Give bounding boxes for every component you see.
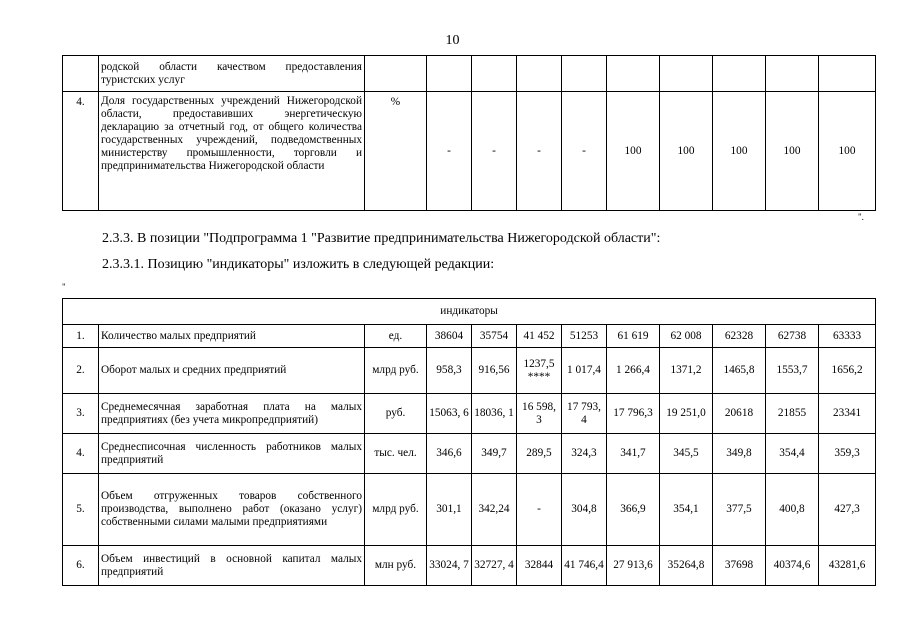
row-number: 6. bbox=[63, 546, 99, 586]
indicator-cell: родской области качеством предоставления туристских услуг bbox=[99, 56, 365, 92]
value-cell: 38604 bbox=[427, 325, 472, 348]
value-cell: 1656,2 bbox=[819, 348, 876, 394]
value-cell: 354,4 bbox=[766, 434, 819, 474]
value-cell: 41 746,4 bbox=[562, 546, 607, 586]
table-row bbox=[63, 56, 876, 92]
value-cell: 958,3 bbox=[427, 348, 472, 394]
unit-cell: тыс. чел. bbox=[365, 434, 427, 474]
value-cell: 19 251,0 bbox=[660, 394, 713, 434]
value-cell: 1465,8 bbox=[713, 348, 766, 394]
value-cell: 40374,6 bbox=[766, 546, 819, 586]
indicator-cell: Объем инвестиций в основной капитал малых предприятий bbox=[99, 546, 365, 586]
unit-cell: млрд руб. bbox=[365, 348, 427, 394]
table-row bbox=[63, 325, 876, 348]
value-cell: 20618 bbox=[713, 394, 766, 434]
value-cell: 62 008 bbox=[660, 325, 713, 348]
value-cell: - bbox=[517, 474, 562, 546]
value-cell: 400,8 bbox=[766, 474, 819, 546]
value-cell: 1553,7 bbox=[766, 348, 819, 394]
value-cell: 427,3 bbox=[819, 474, 876, 546]
value-cell: 15063, 6 bbox=[427, 394, 472, 434]
value-cell: 100 bbox=[607, 92, 660, 211]
opening-quote: " bbox=[62, 282, 66, 292]
value-cell: 289,5 bbox=[517, 434, 562, 474]
row-number: 3. bbox=[63, 394, 99, 434]
table-row bbox=[63, 546, 876, 586]
indicator-cell: Доля государственных учреждений Нижегородской области, предоставивших энергетическую декларацию за отчетный год, от общего количества государственных учреждений, подведомственных министерству промышленности, торговли и предпринимательства Нижегородской области bbox=[99, 92, 365, 211]
row-number: 5. bbox=[63, 474, 99, 546]
unit-cell: руб. bbox=[365, 394, 427, 434]
value-cell: 304,8 bbox=[562, 474, 607, 546]
value-cell: 27 913,6 bbox=[607, 546, 660, 586]
value-cell: 100 bbox=[713, 92, 766, 211]
value-cell: 359,3 bbox=[819, 434, 876, 474]
value-cell: 341,7 bbox=[607, 434, 660, 474]
paragraph-2-3-3: 2.3.3. В позиции "Подпрограмма 1 "Развитие предпринимательства Нижегородской области": bbox=[102, 231, 661, 246]
value-cell: 345,5 bbox=[660, 434, 713, 474]
value-cell: 342,24 bbox=[472, 474, 517, 546]
value-cell: 301,1 bbox=[427, 474, 472, 546]
value-cell: 18036, 1 bbox=[472, 394, 517, 434]
value-cell: 62738 bbox=[766, 325, 819, 348]
value-cell: 32844 bbox=[517, 546, 562, 586]
indicator-cell: Объем отгруженных товаров собственного производства, выполнено работ (оказано услуг) собственными силами малыми предприятиями bbox=[99, 474, 365, 546]
value-cell: 354,1 bbox=[660, 474, 713, 546]
value-cell: - bbox=[562, 92, 607, 211]
table-row bbox=[63, 474, 876, 546]
value-cell: - bbox=[427, 92, 472, 211]
value-cell: 1 266,4 bbox=[607, 348, 660, 394]
value-cell: 23341 bbox=[819, 394, 876, 434]
row-number: 1. bbox=[63, 325, 99, 348]
unit-cell: ед. bbox=[365, 325, 427, 348]
table-row bbox=[63, 394, 876, 434]
indicator-cell: Среднемесячная заработная плата на малых предприятиях (без учета микропредприятий) bbox=[99, 394, 365, 434]
value-cell: 17 796,3 bbox=[607, 394, 660, 434]
value-cell: 349,7 bbox=[472, 434, 517, 474]
value-cell: - bbox=[517, 92, 562, 211]
value-cell: 16 598, 3 bbox=[517, 394, 562, 434]
closing-quote: ". bbox=[858, 212, 864, 222]
value-cell: 324,3 bbox=[562, 434, 607, 474]
unit-cell: % bbox=[365, 92, 427, 211]
page-number: 10 bbox=[445, 33, 460, 48]
indicators-table bbox=[62, 298, 876, 586]
table-row bbox=[63, 92, 876, 211]
value-cell: 62328 bbox=[713, 325, 766, 348]
value-cell: 349,8 bbox=[713, 434, 766, 474]
paragraph-2-3-3-1: 2.3.3.1. Позицию "индикаторы" изложить в следующей редакции: bbox=[102, 257, 495, 272]
value-cell: 35754 bbox=[472, 325, 517, 348]
table-continuation bbox=[62, 55, 876, 211]
value-cell: 35264,8 bbox=[660, 546, 713, 586]
unit-cell: млн руб. bbox=[365, 546, 427, 586]
indicator-cell: Оборот малых и средних предприятий bbox=[99, 348, 365, 394]
value-cell: 377,5 bbox=[713, 474, 766, 546]
value-cell: - bbox=[472, 92, 517, 211]
value-cell: 51253 bbox=[562, 325, 607, 348]
row-number: 4. bbox=[63, 92, 99, 211]
value-cell: 32727, 4 bbox=[472, 546, 517, 586]
value-cell: 17 793, 4 bbox=[562, 394, 607, 434]
value-cell: 346,6 bbox=[427, 434, 472, 474]
value-cell: 1237,5 **** bbox=[517, 348, 562, 394]
unit-cell: млрд руб. bbox=[365, 474, 427, 546]
value-cell: 33024, 7 bbox=[427, 546, 472, 586]
value-cell: 63333 bbox=[819, 325, 876, 348]
row-number: 2. bbox=[63, 348, 99, 394]
value-cell: 21855 bbox=[766, 394, 819, 434]
value-cell: 100 bbox=[660, 92, 713, 211]
indicator-cell: Количество малых предприятий bbox=[99, 325, 365, 348]
value-cell: 1 017,4 bbox=[562, 348, 607, 394]
value-cell: 43281,6 bbox=[819, 546, 876, 586]
table-row bbox=[63, 348, 876, 394]
table-row bbox=[63, 434, 876, 474]
value-cell: 61 619 bbox=[607, 325, 660, 348]
indicator-cell: Среднесписочная численность работников малых предприятий bbox=[99, 434, 365, 474]
value-cell: 100 bbox=[766, 92, 819, 211]
value-cell: 100 bbox=[819, 92, 876, 211]
value-cell: 37698 bbox=[713, 546, 766, 586]
value-cell: 41 452 bbox=[517, 325, 562, 348]
table-header: индикаторы bbox=[63, 299, 876, 325]
row-number: 4. bbox=[63, 434, 99, 474]
value-cell: 916,56 bbox=[472, 348, 517, 394]
value-cell: 1371,2 bbox=[660, 348, 713, 394]
value-cell: 366,9 bbox=[607, 474, 660, 546]
